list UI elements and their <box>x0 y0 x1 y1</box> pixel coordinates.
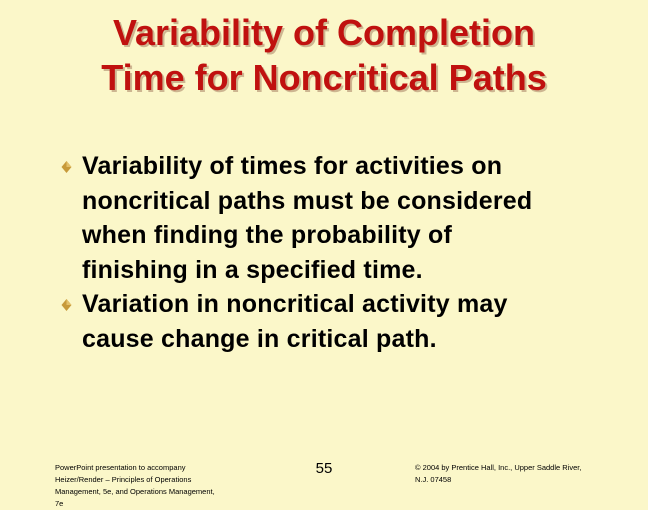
bullet-text <box>82 287 618 356</box>
bullet-list <box>58 149 618 356</box>
bullet-line: when finding the probability of <box>82 221 453 249</box>
bullet-item <box>58 287 618 356</box>
footer-line: N.J. 07458 <box>415 475 452 484</box>
footer-line: Heizer/Render – Principles of Operations <box>55 475 192 484</box>
bullet-line: cause change in critical path. <box>82 324 437 353</box>
footer-line: Management, 5e, and Operations Management, <box>55 487 215 496</box>
footer-credit <box>55 462 255 510</box>
slide-title <box>0 10 648 100</box>
title-line: Time for Noncritical Paths <box>101 57 547 98</box>
bullet-item <box>58 149 618 287</box>
footer-line: 7e <box>55 499 64 508</box>
bullet-line: Variability of times for activities on <box>82 152 503 180</box>
title-line: Variability of Completion <box>112 12 536 53</box>
diamond-bullet-icon <box>61 161 72 173</box>
bullet-line: finishing in a specified time. <box>82 255 423 284</box>
page-number: 55 <box>315 460 333 477</box>
bullet-line: noncritical paths must be considered <box>82 186 533 215</box>
bullet-text <box>82 149 618 287</box>
footer-line: © 2004 by Prentice Hall, Inc., Upper Saddle River, <box>415 463 582 472</box>
diamond-bullet-icon <box>61 299 72 311</box>
bullet-line: Variation in noncritical activity may <box>82 290 508 318</box>
footer-line: PowerPoint presentation to accompany <box>55 463 186 472</box>
footer-copyright <box>415 462 630 486</box>
